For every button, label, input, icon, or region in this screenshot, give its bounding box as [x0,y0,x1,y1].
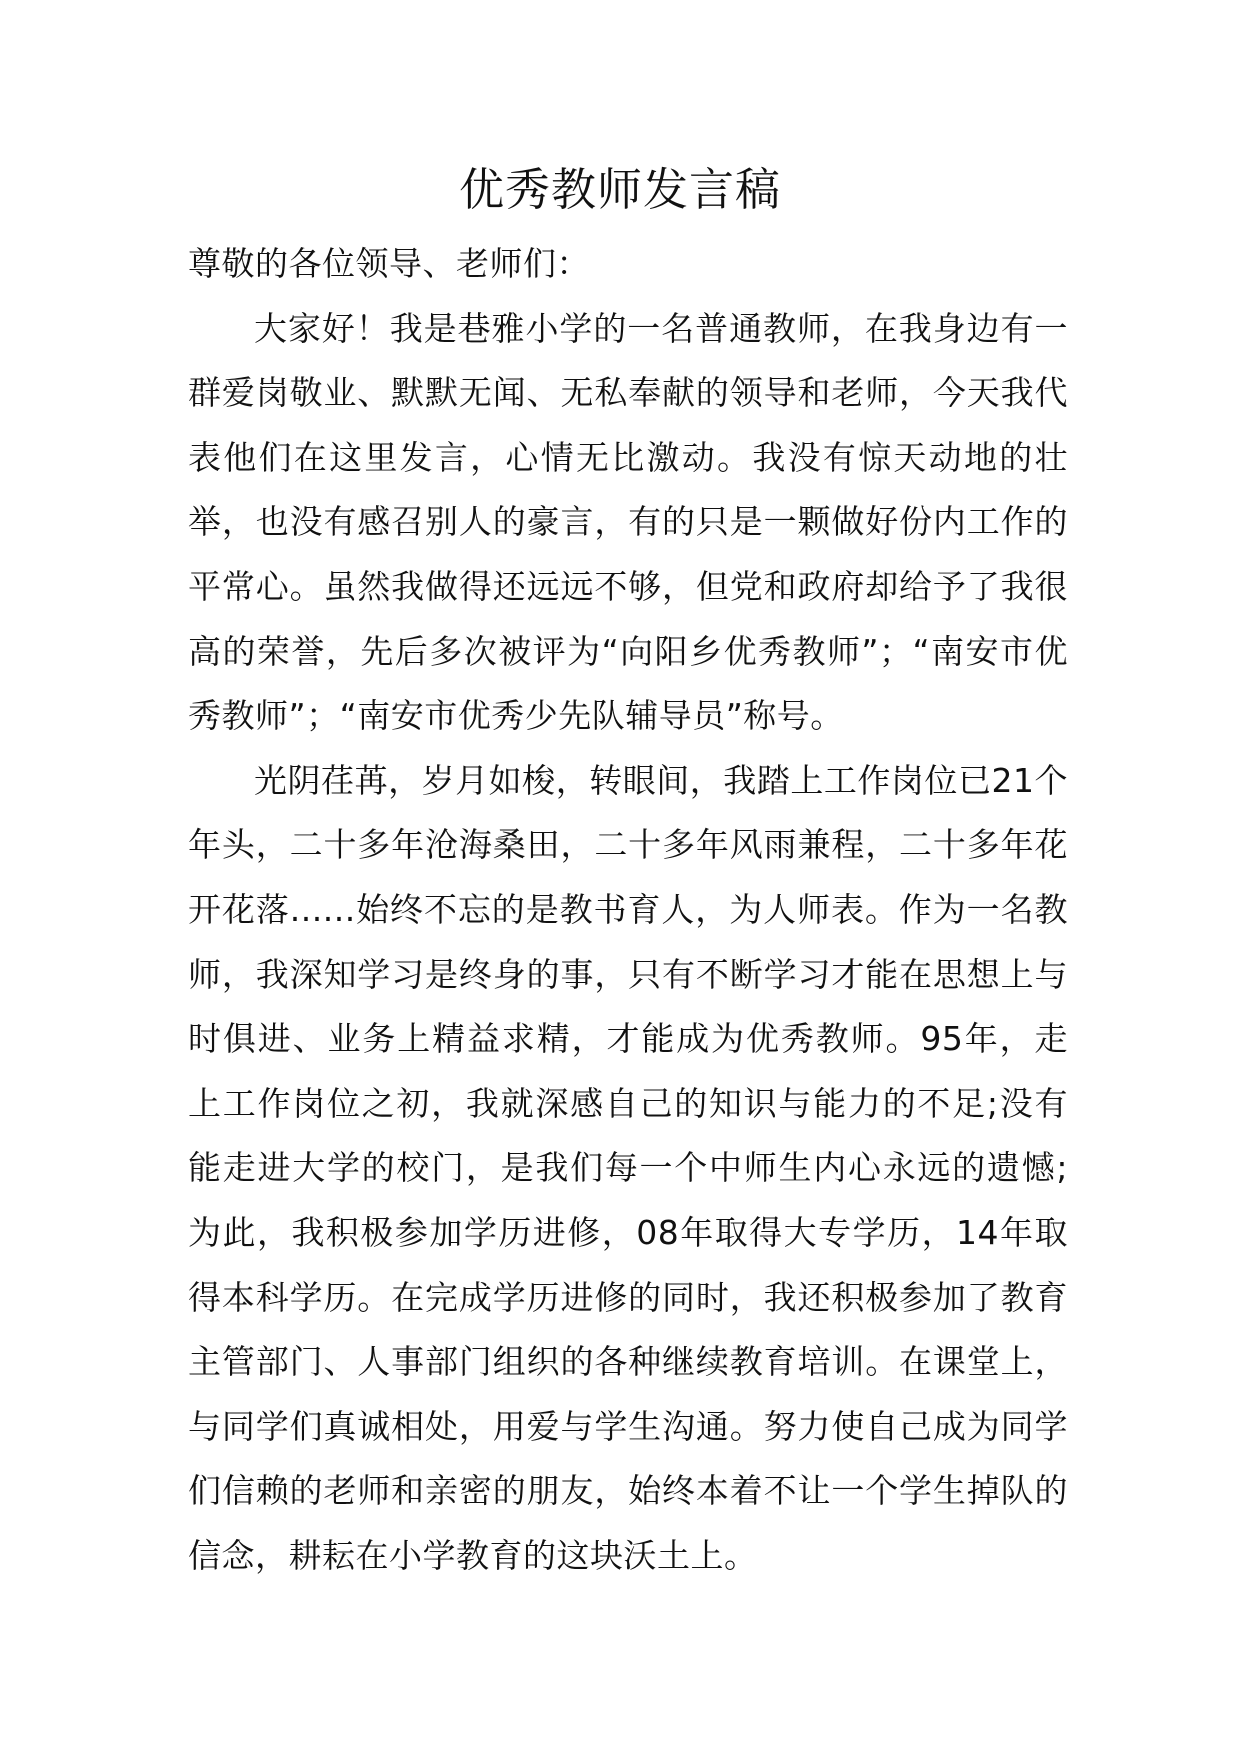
paragraph-greeting: 大家好！我是巷雅小学的一名普通教师，在我身边有一群爱岗敬业、默默无闻、无私奉献的领导和老师，今天我代表他们在这里发言，心情无比激动。我没有惊天动地的壮举，也没有感召别人的豪言，有的只是一颗做好份内工作的平常心。虽然我做得还远远不够，但党和政府却给予了我很高的荣誉，先后多次被评为“向阳乡优秀教师”；“南安市优秀教师”；“南安市优秀少先队辅导员”称号。 [188,308,1068,736]
document-title: 优秀教师发言稿 [458,163,781,216]
salutation: 尊敬的各位领导、老师们： [188,244,590,283]
paragraph-career: 光阴荏苒，岁月如梭，转眼间，我踏上工作岗位已21个年头，二十多年沧海桑田，二十多年风雨兼程，二十多年花开花落......始终不忘的是教书育人，为人师表。作为一名教师，我深知学习是终身的事，只有不断学习才能在思想上与时俱进、业务上精益求精，才能成为优秀教师。95年，走上工作岗位之初，我就深感自己的知识与能力的不足;没有能走进大学的校门，是我们每一个中师生内心永远的遗憾;为此，我积极参加学历进修，08年取得大专学历，14年取得本科学历。在完成学历进修的同时，我还积极参加了教育主管部门、人事部门组织的各种继续教育培训。在课堂上，与同学们真诚相处，用爱与学生沟通。努力使自己成为同学们信赖的老师和亲密的朋友，始终本着不让一个学生掉队的信念，耕耘在小学教育的这块沃土上。 [188,760,1068,1575]
document-body [188,232,1068,1588]
